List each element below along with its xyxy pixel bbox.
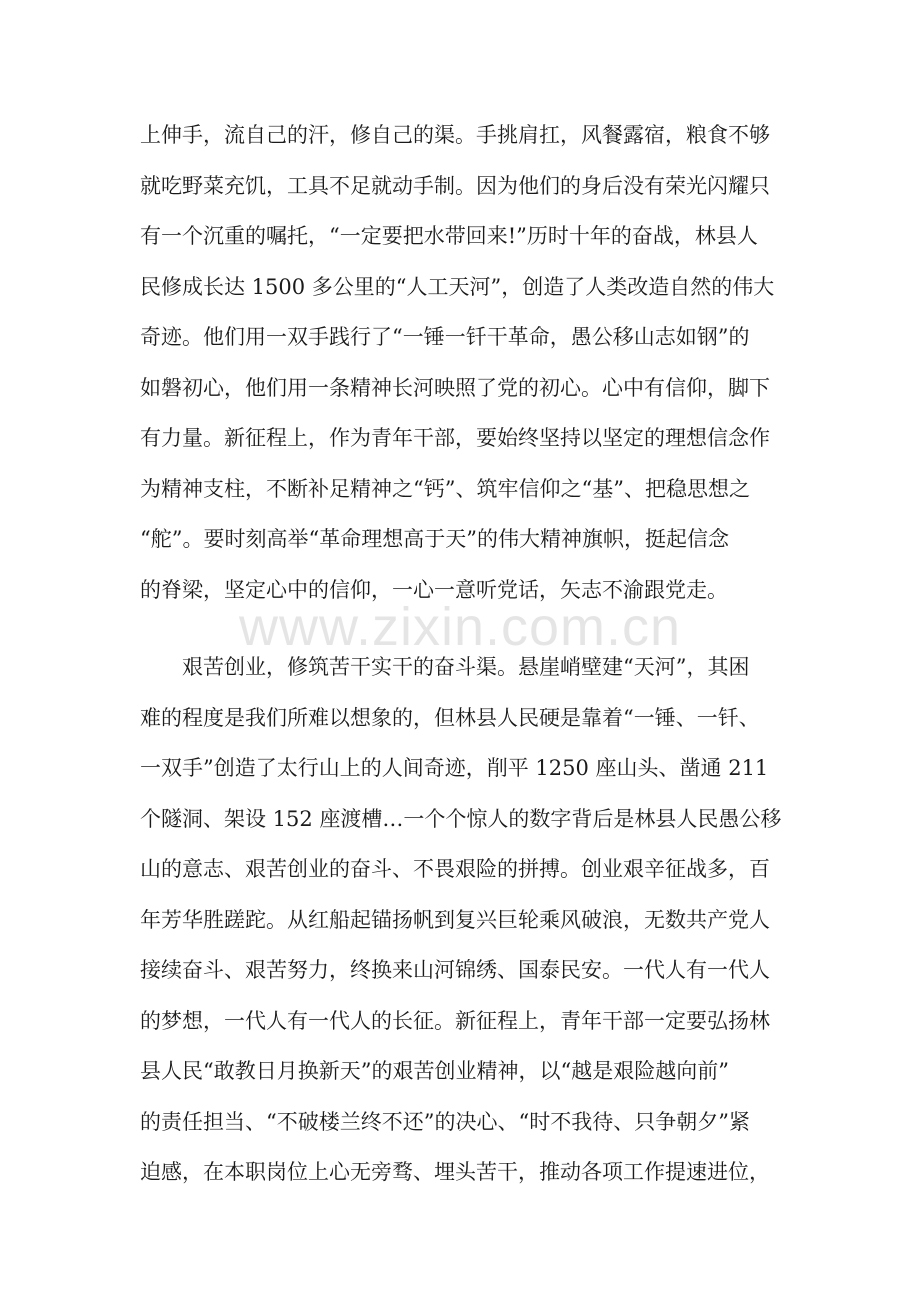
watermark: www.zixin.com.cn — [238, 597, 682, 657]
paragraph-1 — [140, 110, 790, 615]
text-line: 个隧洞、架设 152 座渡槽…一个个惊人的数字背后是林县人民愚公移 — [140, 806, 782, 831]
text-line: 一双手”创造了太行山上的人间奇迹，削平 1250 座山头、凿通 211 — [140, 756, 769, 780]
paragraph-2 — [140, 642, 790, 1198]
text-line: 的责任担当、“不破楼兰终不还”的决心、“时不我待、只争朝夕”紧 — [140, 1109, 750, 1134]
text-line: 就吃野菜充饥，工具不足就动手制。因为他们的身后没有荣光闪耀只 — [140, 173, 770, 198]
text-line: 山的意志、艰苦创业的奋斗、不畏艰险的拼搏。创业艰辛征战多，百 — [140, 857, 770, 881]
text-line: 如磐初心，他们用一条精神长河映照了党的初心。心中有信仰，脚下 — [140, 375, 770, 400]
text-line: 接续奋斗、艰苦努力，终换来山河锦绣、国泰民安。一代人有一代人 — [140, 958, 770, 982]
text-line: 上伸手，流自己的汗，修自己的渠。手挑肩扛，风餐露宿，粮食不够 — [140, 123, 770, 147]
text-line: 县人民“敢教日月换新天”的艰苦创业精神，以“越是艰险越向前” — [140, 1059, 729, 1083]
text-line: “舵”。要时刻高举“革命理想高于天”的伟大精神旗帜，挺起信念 — [140, 527, 729, 551]
text-line: 有力量。新征程上，作为青年干部，要始终坚持以坚定的理想信念作 — [140, 426, 770, 450]
text-line: 奇迹。他们用一双手践行了“一锤一钎干革命，愚公移山志如钢”的 — [140, 325, 750, 349]
text-line: 民修成长达 1500 多公里的“人工天河”，创造了人类改造自然的伟大 — [140, 274, 775, 299]
text-line: 艰苦创业，修筑苦干实干的奋斗渠。悬崖峭壁建“天河”，其困 — [140, 655, 750, 679]
text-line: 年芳华胜蹉跎。从红船起锚扬帆到复兴巨轮乘风破浪，无数共产党人 — [140, 907, 770, 932]
text-line: 有一个沉重的嘱托，“一定要把水带回来!”历时十年的奋战，林县人 — [140, 224, 758, 248]
text-line: 的梦想，一代人有一代人的长征。新征程上，青年干部一定要弘扬林 — [140, 1008, 770, 1033]
text-line: 难的程度是我们所难以想象的，但林县人民硬是靠着“一锤、一钎、 — [140, 705, 760, 730]
text-line: 的脊梁，坚定心中的信仰，一心一意听党话，矢志不渝跟党走。 — [140, 577, 728, 602]
text-line: 为精神支柱，不断补足精神之“钙”、筑牢信仰之“基”、把稳思想之 — [140, 476, 750, 501]
text-line: 迫感，在本职岗位上心无旁骛、埋头苦干，推动各项工作提速进位， — [140, 1160, 770, 1184]
